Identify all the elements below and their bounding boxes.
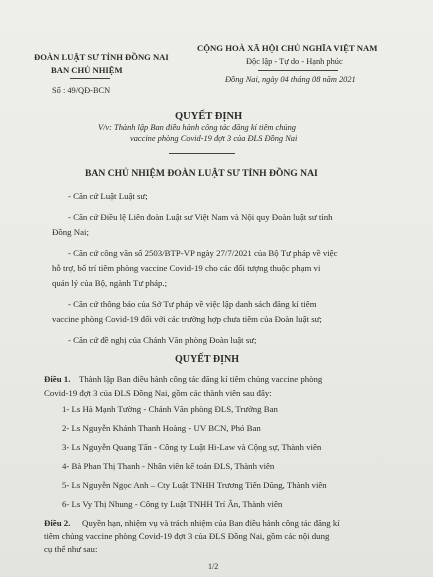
basis-line: - Căn cứ Luật Luật sư; — [68, 191, 148, 201]
article-2-label: Điều 2. — [44, 518, 71, 528]
basis-line: - Căn cứ Điều lệ Liên đoàn Luật sư Việt Nam và Nội quy Đoàn luật sư tỉnh — [68, 212, 333, 222]
basis-line: hỗ trợ, bố trí tiêm phòng vaccine Covid-19 cho các đối tượng thuộc phạm vi — [52, 263, 321, 273]
member-item: 6- Ls Vy Thị Nhung - Công ty Luật TNHH Trí Ân, Thành viên — [62, 499, 283, 509]
basis-line: - Căn cứ công văn số 2503/BTP-VP ngày 27/7/2021 của Bộ Tư pháp về việc — [68, 248, 338, 258]
national-motto: Độc lập - Tự do - Hạnh phúc — [246, 57, 343, 66]
article-2-line: Quyền hạn, nhiệm vụ và trách nhiệm của Ban điều hành công tác đăng kí — [82, 518, 340, 528]
basis-line: quản lý của Bộ, ngành Tư pháp.; — [52, 278, 168, 288]
member-item: 3- Ls Nguyễn Quang Tấn - Công ty Luật Hi-Law và Cộng sự, Thành viên — [62, 442, 322, 452]
basis-line: Đồng Nai; — [52, 227, 89, 237]
decision-heading: QUYẾT ĐỊNH — [175, 354, 239, 365]
document-number: Số : 49/QĐ-BCN — [52, 86, 111, 95]
subject-line-2: vaccine phòng Covid-19 đợt 3 của ĐLS Đồng Nai — [130, 134, 298, 143]
header-left-rule — [70, 78, 110, 79]
member-item: 4- Bà Phan Thị Thanh - Nhân viên kế toán ĐLS, Thành viên — [62, 461, 275, 471]
member-item: 5- Ls Nguyễn Ngọc Anh – Cty Luật TNHH Trương Tiến Dũng, Thành viên — [62, 480, 327, 490]
page-number: 1/2 — [208, 562, 219, 571]
basis-line: - Căn cứ thông báo của Sở Tư pháp về việc lập danh sách đăng kí tiêm — [68, 299, 317, 309]
article-2-line: tiêm chủng vaccine phòng Covid-19 đợt 3 của ĐLS Đồng Nai, gồm các nội dung — [44, 531, 330, 541]
document-title: QUYẾT ĐỊNH — [175, 111, 243, 122]
org-board: BAN CHỦ NHIỆM — [51, 65, 123, 75]
place-date: Đồng Nai, ngày 04 tháng 08 năm 2021 — [225, 75, 356, 84]
article-1-line: Thành lập Ban điều hành công tác đăng kí tiêm chủng vaccine phòng — [79, 374, 323, 384]
article-2-line: cụ thể như sau: — [44, 544, 98, 554]
header-right-rule — [258, 70, 338, 71]
member-item: 2- Ls Nguyễn Khánh Thanh Hoàng - UV BCN, Phó Ban — [62, 423, 261, 433]
article-1-label: Điều 1. — [44, 374, 71, 384]
subject-line-1: V/v: Thành lập Ban điều hành công tác đăng kí tiêm chủng — [98, 123, 296, 132]
basis-line: - Căn cứ đề nghị của Chánh Văn phòng Đoàn luật sư; — [68, 335, 257, 345]
article-1-line: Covid-19 đợt 3 của ĐLS Đồng Nai, gồm các thành viên sau đây: — [44, 388, 272, 398]
org-name: ĐOÀN LUẬT SƯ TỈNH ĐỒNG NAI — [34, 52, 169, 62]
issuing-authority: BAN CHỦ NHIỆM ĐOÀN LUẬT SƯ TỈNH ĐỒNG NAI — [85, 168, 318, 179]
title-rule — [169, 153, 235, 154]
nation-name: CỘNG HOÀ XÃ HỘI CHỦ NGHĨA VIỆT NAM — [197, 43, 378, 53]
member-item: 1- Ls Hà Mạnh Tường - Chánh Văn phòng ĐLS, Trưởng Ban — [62, 404, 278, 414]
basis-line: vaccine phòng Covid-19 đối với các trường hợp chưa tiêm của Đoàn luật sư; — [52, 314, 322, 324]
